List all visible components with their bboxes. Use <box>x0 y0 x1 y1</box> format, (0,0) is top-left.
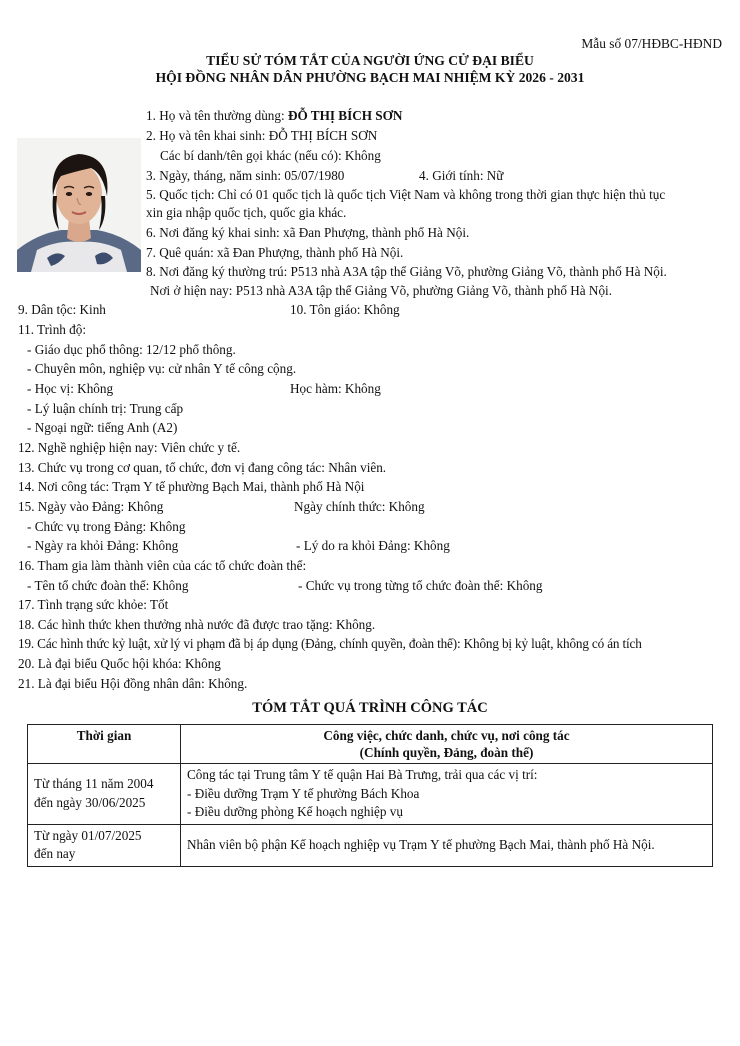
table-row <box>28 824 713 866</box>
hometown-line: 7. Quê quán: xã Đan Phượng, thành phố Hà Nội. <box>146 245 404 260</box>
party-leave-reason-line: - Lý do ra khỏi Đảng: Không <box>296 538 450 553</box>
profession-line: - Chuyên môn, nghiệp vụ: cử nhân Y tế công cộng. <box>27 361 297 376</box>
full-name-label: 1. Họ và tên thường dùng: <box>146 108 288 123</box>
table-header-row <box>28 725 713 764</box>
party-position-line: - Chức vụ trong Đảng: Không <box>27 519 186 534</box>
full-name-value: ĐỖ THỊ BÍCH SƠN <box>287 108 403 123</box>
birth-registration-line: 6. Nơi đăng ký khai sinh: xã Đan Phượng, thành phố Hà Nội. <box>146 225 470 240</box>
awards-line: 18. Các hình thức khen thưởng nhà nước đã được trao tặng: Không. <box>18 617 376 632</box>
description-line-3: - Điều dưỡng phòng Kế hoạch nghiệp vụ <box>187 804 403 819</box>
party-official-line: Ngày chính thức: Không <box>294 499 425 514</box>
organizations-heading: 16. Tham gia làm thành viên của các tổ chức đoàn thể: <box>18 558 307 573</box>
foreign-language-line: - Ngoại ngữ: tiếng Anh (A2) <box>27 420 178 435</box>
description-cell <box>181 824 713 866</box>
table-row <box>28 764 713 825</box>
birth-name-line: 2. Họ và tên khai sinh: ĐỖ THỊ BÍCH SƠN <box>146 128 378 143</box>
description-line-1: Nhân viên bộ phận Kế hoạch nghiệp vụ Trạm Y tế phường Bạch Mai, thành phố Hà Nội. <box>187 836 655 852</box>
current-residence-line: Nơi ở hiện nay: P513 nhà A3A tập thể Giảng Võ, phường Giảng Võ, thành phố Hà Nội. <box>150 283 612 298</box>
general-education-line: - Giáo dục phổ thông: 12/12 phổ thông. <box>27 342 236 357</box>
academic-title-line: Học hàm: Không <box>290 381 381 396</box>
time-line-2: đến nay <box>34 846 76 861</box>
political-theory-line: - Lý luận chính trị: Trung cấp <box>27 401 184 416</box>
party-join-line: 15. Ngày vào Đảng: Không <box>18 499 164 514</box>
description-line-1: Công tác tại Trung tâm Y tế quận Hai Bà Trưng, trải qua các vị trí: <box>187 767 538 782</box>
ethnicity-line: 9. Dân tộc: Kinh <box>18 302 106 317</box>
occupation-line: 12. Nghề nghiệp hiện nay: Viên chức y tế. <box>18 440 241 455</box>
time-cell <box>28 764 181 825</box>
title-line-1: TIỂU SỬ TÓM TẮT CỦA NGƯỜI ỨNG CỬ ĐẠI BIỂU <box>206 53 534 68</box>
nationality-line-1: 5. Quốc tịch: Chỉ có 01 quốc tịch là quốc tịch Việt Nam và không trong thời gian thực hiện thủ tục <box>146 187 666 202</box>
full-name-line <box>146 108 402 124</box>
portrait-photo <box>17 138 141 272</box>
peoples-council-line: 21. Là đại biểu Hội đồng nhân dân: Không. <box>18 676 248 691</box>
time-line-1: Từ ngày 01/07/2025 <box>34 827 142 843</box>
description-line-2: - Điều dưỡng Trạm Y tế phường Bách Khoa <box>187 785 420 801</box>
position-line: 13. Chức vụ trong cơ quan, tổ chức, đơn vị đang công tác: Nhân viên. <box>18 460 387 475</box>
health-line: 17. Tình trạng sức khỏe: Tốt <box>18 597 169 612</box>
form-code: Mẫu số 07/HĐBC-HĐND <box>581 36 722 51</box>
title-line-2: HỘI ĐỒNG NHÂN DÂN PHƯỜNG BẠCH MAI NHIỆM KỲ 2026 - 2031 <box>155 70 585 85</box>
description-header-line-2: (Chính quyền, Đảng, đoàn thể) <box>359 745 534 760</box>
work-history-table <box>27 724 713 867</box>
description-header-line-1: Công việc, chức danh, chức vụ, nơi công tác <box>323 728 570 743</box>
time-line-1: Từ tháng 11 năm 2004 <box>34 776 154 792</box>
dob-line: 3. Ngày, tháng, năm sinh: 05/07/1980 <box>146 168 345 183</box>
time-cell <box>28 824 181 866</box>
organization-name-line: - Tên tổ chức đoàn thể: Không <box>27 578 189 593</box>
portrait-photo-graphic <box>17 138 141 272</box>
work-history-title: TÓM TẮT QUÁ TRÌNH CÔNG TÁC <box>252 700 488 716</box>
time-line-2: đến ngày 30/06/2025 <box>34 794 146 810</box>
description-cell <box>181 764 713 825</box>
religion-line: 10. Tôn giáo: Không <box>290 302 400 317</box>
education-heading: 11. Trình độ: <box>18 322 87 337</box>
workplace-line: 14. Nơi công tác: Trạm Y tế phường Bạch Mai, thành phố Hà Nội <box>18 479 365 494</box>
national-assembly-line: 20. Là đại biểu Quốc hội khóa: Không <box>18 656 221 671</box>
description-column-header <box>181 725 713 764</box>
organization-position-line: - Chức vụ trong từng tổ chức đoàn thể: Không <box>298 578 543 593</box>
nationality-line-2: xin gia nhập quốc tịch, quốc gia khác. <box>146 205 347 220</box>
gender-line: 4. Giới tính: Nữ <box>419 168 504 183</box>
party-leave-line: - Ngày ra khỏi Đảng: Không <box>27 538 179 553</box>
degree-line: - Học vị: Không <box>27 381 114 396</box>
time-column-header: Thời gian <box>28 725 181 764</box>
aliases-line: Các bí danh/tên gọi khác (nếu có): Không <box>160 148 381 163</box>
permanent-residence-line: 8. Nơi đăng ký thường trú: P513 nhà A3A tập thể Giảng Võ, phường Giảng Võ, thành phố Hà Nội. <box>146 264 667 279</box>
discipline-line: 19. Các hình thức kỷ luật, xử lý vi phạm đã bị áp dụng (Đảng, chính quyền, đoàn thể): Không bị kỷ luật, không có án tích <box>18 636 642 651</box>
